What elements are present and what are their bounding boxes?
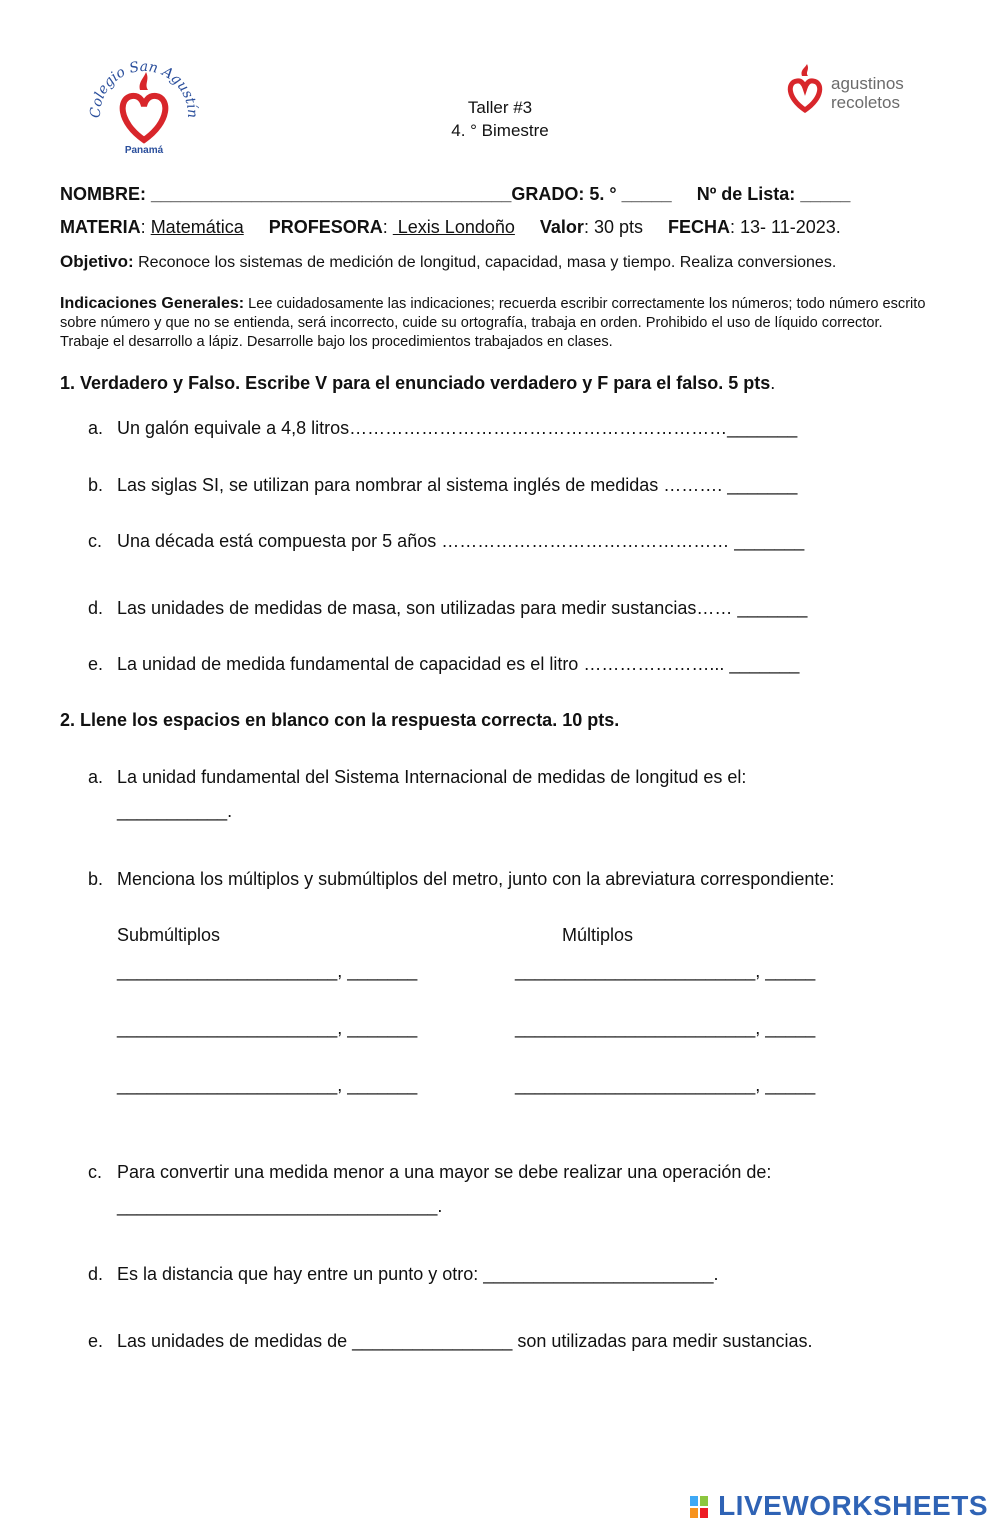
multiplos-header: Múltiplos xyxy=(562,925,634,945)
liveworksheets-logo-icon xyxy=(690,1494,710,1520)
worksheet-title: Taller #3 xyxy=(467,98,533,117)
section1-title-end: . xyxy=(770,373,776,393)
s2-item-d-text[interactable]: Es la distancia que hay entre un punto y otro: _______________________. xyxy=(117,1264,719,1284)
grado-field[interactable]: _____ xyxy=(621,184,672,204)
section1-title-text: 1. Verdadero y Falso. Escribe V para el enunciado verdadero y F para el falso. 5 pts xyxy=(60,373,771,393)
s2-item-a-text: La unidad fundamental del Sistema Internacional de medidas de longitud es el: xyxy=(117,767,747,787)
indicaciones-text: Lee cuidadosamente las indicaciones; recuerda escribir correctamente los números; todo número escrito sobre número y que no se entienda, será incorrecto, cuide su ortografía, trabaja en orden. Prohibido el uso de líquido corrector. Trabaje el desarrollo a lápiz. Desarrolle bajo los procedimientos trabajados en clases. xyxy=(60,296,926,350)
s2-item-e-letter: e. xyxy=(88,1331,104,1351)
subject-info-row: MATERIA: Matemática PROFESORA: Lexis Londoño Valor: 30 pts FECHA: 13- 11-2023. xyxy=(60,217,841,237)
objetivo-paragraph xyxy=(60,252,930,273)
s2-item-b-text: Menciona los múltiplos y submúltiplos del metro, junto con la abreviatura correspondiente: xyxy=(117,869,835,889)
school-logo-text: Colegio San Agustín xyxy=(88,60,200,119)
multiplo-blank-3[interactable]: ________________________, _____ xyxy=(515,1075,816,1095)
s1-item-b-text[interactable]: Las siglas SI, se utilizan para nombrar al sistema inglés de medidas ………. _______ xyxy=(117,475,798,495)
fecha-label: FECHA xyxy=(668,217,730,237)
valor-value: : 30 pts xyxy=(583,217,643,237)
liveworksheets-watermark: LIVEWORKSHEETS xyxy=(718,1490,988,1521)
nombre-field[interactable]: ____________________________________ xyxy=(151,184,512,204)
school-logo-sub: Panamá xyxy=(124,145,164,156)
s1-item-e-text[interactable]: La unidad de medida fundamental de capacidad es el litro …………………... _______ xyxy=(117,654,800,674)
fecha-value: : 13- 11-2023. xyxy=(730,217,841,237)
lista-label: Nº de Lista: xyxy=(696,184,796,204)
student-info-row xyxy=(60,184,850,205)
valor-label: Valor xyxy=(539,217,584,237)
brand-logo-line1: agustinos xyxy=(831,74,904,93)
indicaciones-paragraph xyxy=(60,294,930,352)
multiplo-blank-1[interactable]: ________________________, _____ xyxy=(515,961,816,981)
profesora-value: Lexis Londoño xyxy=(392,217,515,237)
s1-item-d-text[interactable]: Las unidades de medidas de masa, son utilizadas para medir sustancias…… _______ xyxy=(117,598,808,618)
profesora-label: PROFESORA xyxy=(268,217,383,237)
s2-item-c-letter: c. xyxy=(88,1162,103,1182)
s2-item-d-letter: d. xyxy=(88,1264,104,1284)
s1-item-a-letter: a. xyxy=(88,418,104,438)
multiplo-blank-2[interactable]: ________________________, _____ xyxy=(515,1018,816,1038)
materia-value: Matemática xyxy=(150,217,244,237)
objetivo-text: Reconoce los sistemas de medición de longitud, capacidad, masa y tiempo. Realiza conversiones. xyxy=(133,254,837,271)
s2-item-e-text[interactable]: Las unidades de medidas de ________________ son utilizadas para medir sustancias. xyxy=(117,1331,813,1351)
s2-item-c-blank[interactable]: ________________________________. xyxy=(117,1196,443,1216)
lista-field[interactable]: _____ xyxy=(800,184,851,204)
s1-item-b-letter: b. xyxy=(88,475,104,495)
nombre-label: NOMBRE: xyxy=(60,184,146,204)
s1-item-d-letter: d. xyxy=(88,598,104,618)
submultiplo-blank-2[interactable]: ______________________, _______ xyxy=(117,1018,418,1038)
s1-item-a-text[interactable]: Un galón equivale a 4,8 litros………………………………………………………_______ xyxy=(117,418,798,438)
indicaciones-label: Indicaciones Generales: xyxy=(60,295,245,312)
s2-item-a-blank[interactable]: ___________. xyxy=(117,801,233,821)
s2-item-a-letter: a. xyxy=(88,767,104,787)
submultiplos-header: Submúltiplos xyxy=(117,925,221,945)
s2-item-c-text: Para convertir una medida menor a una mayor se debe realizar una operación de: xyxy=(117,1162,772,1182)
submultiplo-blank-3[interactable]: ______________________, _______ xyxy=(117,1075,418,1095)
worksheet-subtitle: 4. ° Bimestre xyxy=(451,121,549,140)
materia-label: MATERIA xyxy=(60,217,141,237)
objetivo-label: Objetivo: xyxy=(60,252,134,271)
section2-title: 2. Llene los espacios en blanco con la respuesta correcta. 10 pts. xyxy=(60,710,620,730)
s1-item-c-text[interactable]: Una década está compuesta por 5 años ………………………………………… _______ xyxy=(117,531,805,551)
grado-label: GRADO: 5. ° xyxy=(511,184,617,204)
worksheet-title-block xyxy=(0,96,1000,142)
submultiplo-blank-1[interactable]: ______________________, _______ xyxy=(117,961,418,981)
s1-item-c-letter: c. xyxy=(88,531,103,551)
s1-item-e-letter: e. xyxy=(88,654,104,674)
brand-logo-line2: recoletos xyxy=(831,93,900,112)
s2-item-b-letter: b. xyxy=(88,869,104,889)
section1-title xyxy=(60,373,775,394)
